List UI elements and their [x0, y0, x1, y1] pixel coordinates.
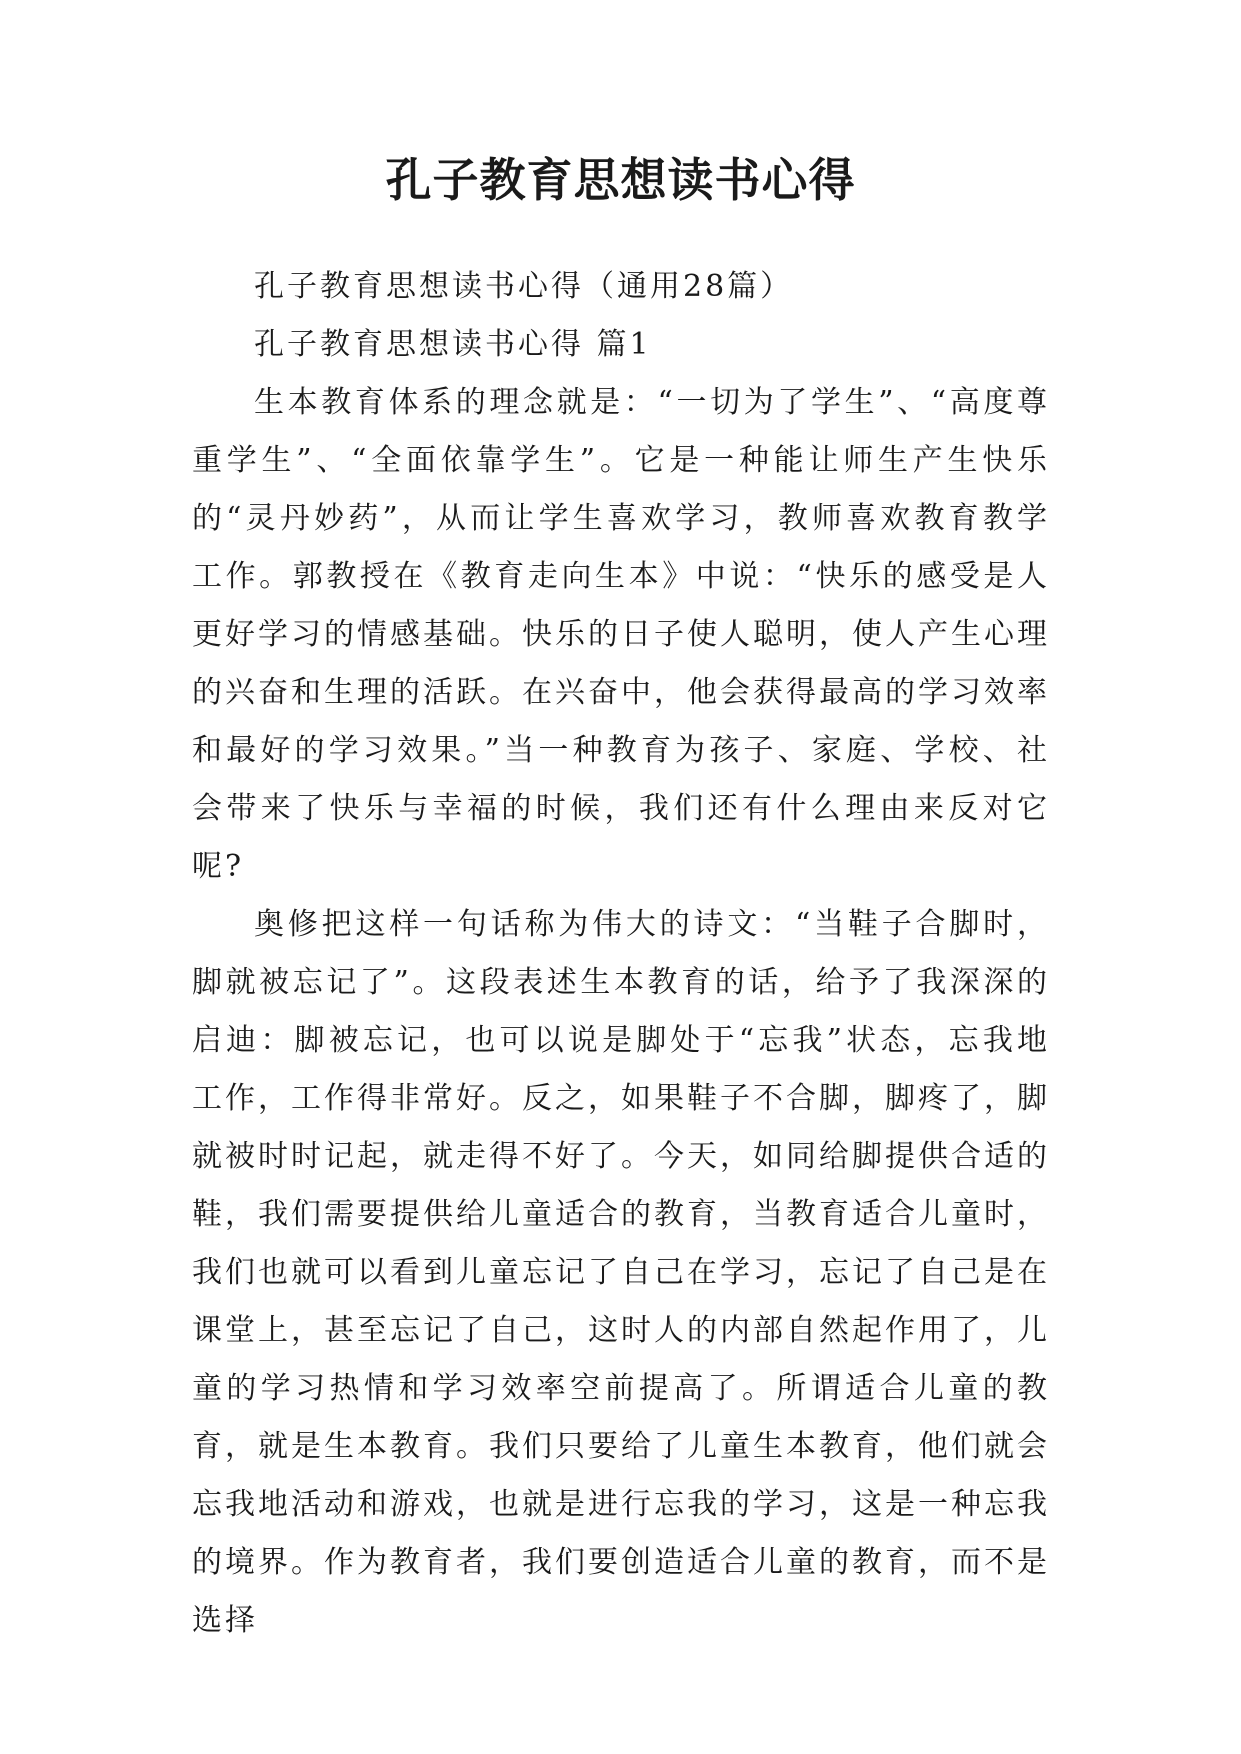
document-body — [192, 258, 1050, 1650]
section-heading: 孔子教育思想读书心得 篇1 — [254, 327, 652, 362]
document-title: 孔子教育思想读书心得 — [385, 153, 856, 207]
paragraph: 生本教育体系的理念就是：“一切为了学生”、“高度尊重学生”、“全面依靠学生”。它是一种能让师生产生快乐的“灵丹妙药”，从而让学生喜欢学习，教师喜欢教育教学工作。郭教授在《教育走向生本》中说：“快乐的感受是人更好学习的情感基础。快乐的日子使人聪明，使人产生心理的兴奋和生理的活跃。在兴奋中，他会获得最高的学习效率和最好的学习效果。”当一种教育为孩子、家庭、学校、社会带来了快乐与幸福的时候，我们还有什么理由来反对它呢? — [192, 385, 1050, 884]
paragraph: 奥修把这样一句话称为伟大的诗文：“当鞋子合脚时，脚就被忘记了”。这段表述生本教育的话，给予了我深深的启迪：脚被忘记，也可以说是脚处于“忘我”状态，忘我地工作，工作得非常好。反之，如果鞋子不合脚，脚疼了，脚就被时时记起，就走得不好了。今天，如同给脚提供合适的鞋，我们需要提供给儿童适合的教育，当教育适合儿童时，我们也就可以看到儿童忘记了自己在学习，忘记了自己是在课堂上，甚至忘记了自己，这时人的内部自然起作用了，儿童的学习热情和学习效率空前提高了。所谓适合儿童的教育，就是生本教育。我们只要给了儿童生本教育，他们就会忘我地活动和游戏，也就是进行忘我的学习，这是一种忘我的境界。作为教育者，我们要创造适合儿童的教育，而不是选择 — [192, 907, 1050, 1638]
document-subtitle: 孔子教育思想读书心得（通用28篇） — [254, 269, 794, 304]
